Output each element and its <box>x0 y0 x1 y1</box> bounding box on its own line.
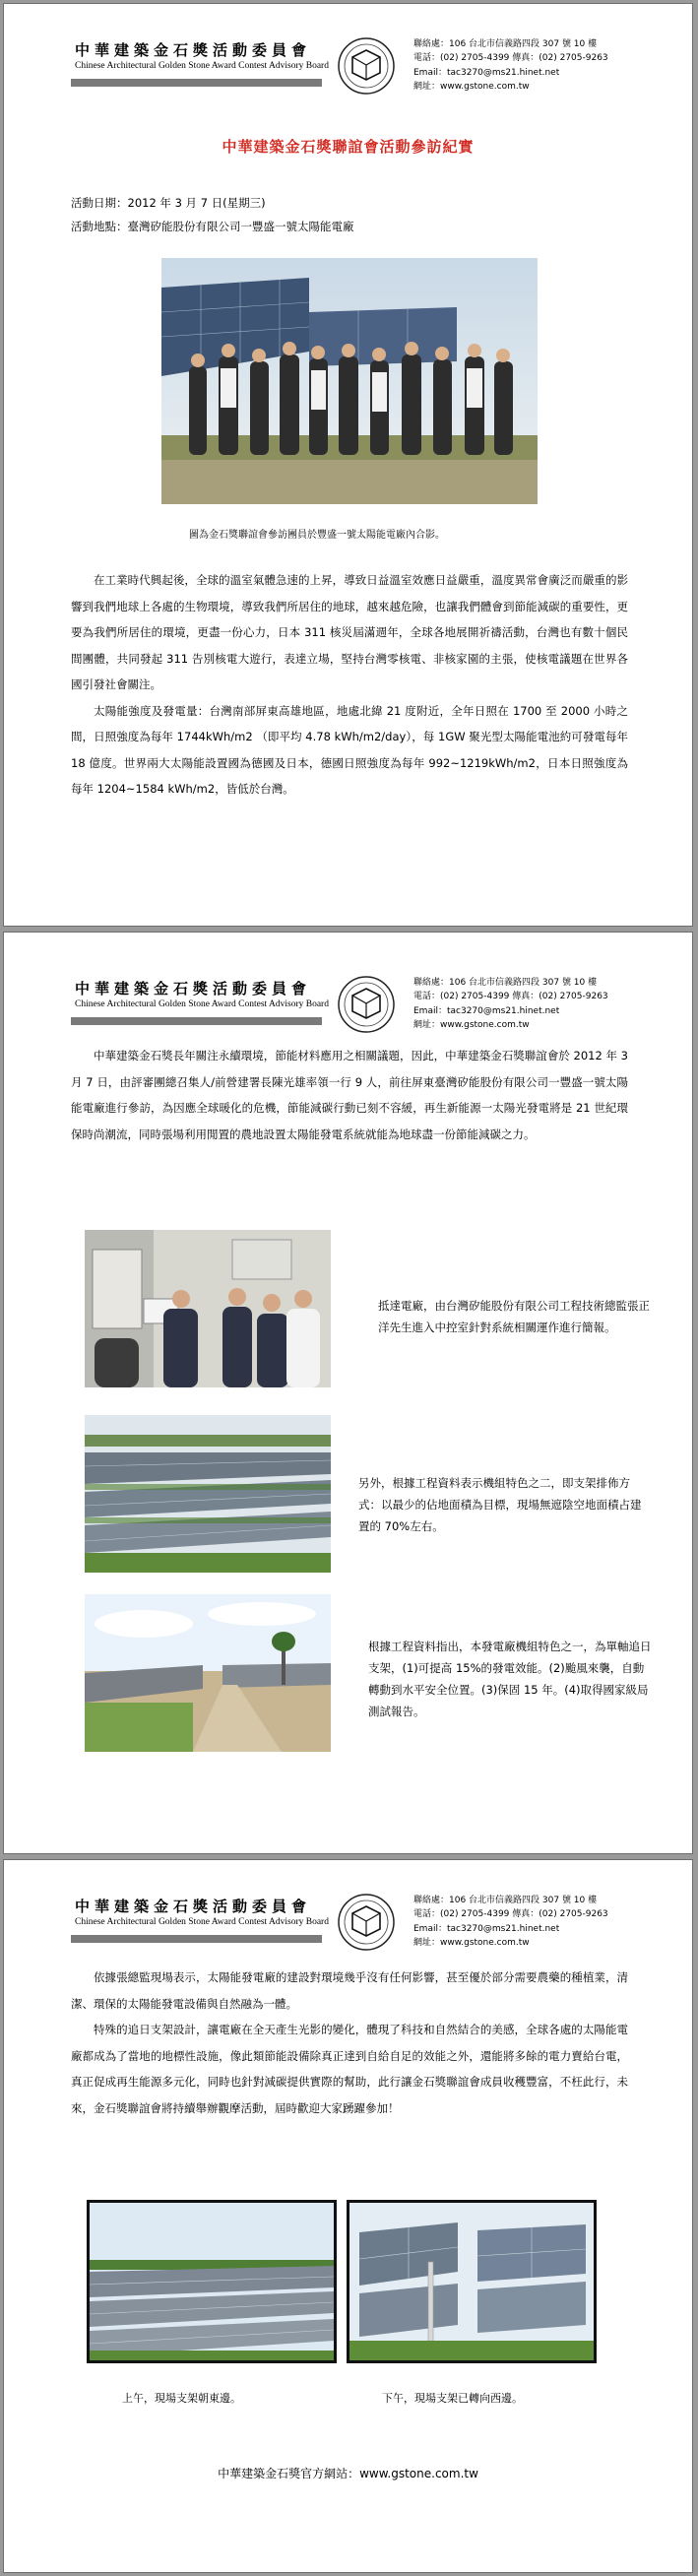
contact-phone: 電話：(02) 2705-4399 傳真：(02) 2705-9263 <box>413 53 608 64</box>
contact-block <box>413 1894 608 1950</box>
contact-website: 網址：www.gstone.com.tw <box>413 81 530 92</box>
paragraph-2: 特殊的追日支架設計，讓電廠在全天產生光影的變化，體現了科技和自然結合的美感，全球各處的太陽能電廠都成為了當地的地標性設施，像此類節能設備除真正達到自給自足的效能之外，還能將多餘的電力賣給台電，真正促成再生能源多元化，同時也針對減碳提供實際的幫助，此行讓金石獎聯誼會成員收穫豐富，不枉此行，未來，金石獎聯誼會將持續舉辦觀摩活動，屆時歡迎大家踴躍參加！ <box>71 2023 628 2115</box>
contact-block <box>413 37 608 94</box>
morning-trackers-photo <box>87 2200 337 2363</box>
body-text <box>71 1964 628 2121</box>
morning-caption: 上午，現場支架朝東邊。 <box>122 2392 241 2405</box>
event-date: 活動日期：2012 年 3 月 7 日(星期三) <box>71 196 266 210</box>
contact-block <box>413 976 608 1032</box>
org-name-zh: 中華建築金石獎活動委員會 <box>75 41 312 59</box>
contact-email: Email：tac3270@ms21.hinet.net <box>413 1923 560 1934</box>
afternoon-caption: 下午，現場支架已轉向西邊。 <box>382 2392 523 2405</box>
page-title: 中華建築金石獎聯誼會活動參訪紀實 <box>222 138 475 156</box>
solar-field-photo <box>85 1415 331 1573</box>
group-photo <box>161 258 538 504</box>
org-name-en: Chinese Architectural Golden Stone Award Contest Advisory Board <box>75 1917 329 1927</box>
paragraph-1: 中華建築金石獎長年關注永續環境，節能材料應用之相關議題，因此，中華建築金石獎聯誼會於 2012 年 3 月 7 日，由評審團總召集人/前營建署長陳光雄率領一行 9 人，前往屏東臺灣矽能股份有限公司一豐盛一號太陽能電廠進行參訪，為因應全球暖化的危機，節能減碳行動已刻不容緩，再生新能源一太陽光發電將是 21 世紀環保時尚潮流，同時張場利用閒置的農地設置太陽能發電系統就能為地球盡一份節能減碳之力。 <box>71 1049 628 1141</box>
item-2-text: 另外，根據工程資料表示機組特色之二，即支架排佈方式：以最少的佔地面積為目標，現場無遮陰空地面積占建置的 70%左右。 <box>358 1476 642 1533</box>
letterhead <box>69 976 640 1049</box>
item-3-text: 根據工程資料指出，本發電廠機組特色之一，為單軸追日支架，(1)可提高 15%的發電效能。(2)颱風來襲，自動轉動到水平安全位置。(3)保固 15 年。(4)取得國家級局測試報告。 <box>368 1640 652 1718</box>
contact-website: 網址：www.gstone.com.tw <box>413 1937 530 1948</box>
contact-email: Email：tac3270@ms21.hinet.net <box>413 67 560 78</box>
org-name-zh: 中華建築金石獎活動委員會 <box>75 980 312 998</box>
org-logo <box>337 975 396 1034</box>
control-room-photo <box>85 1230 331 1387</box>
body-text <box>71 567 628 803</box>
paragraph-2: 太陽能強度及發電量：台灣南部屏東高雄地區，地處北緯 21 度附近，全年日照在 1700 至 2000 小時之間，日照強度為每年 1744kWh/m2 （即平均 4.78 kWh/m2/day），每 1GW 聚光型太陽能電池約可發電每年 18 億度。世界兩大太陽能設置國為德國及日本，德國日照強度為每年 992~1219kWh/m2，日本日照強度為每年 1204~1584 kWh/m2，皆低於台灣。 <box>71 703 628 796</box>
contact-address: 聯絡處：106 台北市信義路四段 307 號 10 樓 <box>413 978 598 988</box>
contact-address: 聯絡處：106 台北市信義路四段 307 號 10 樓 <box>413 1896 598 1905</box>
document-page-3 <box>3 1859 693 2573</box>
group-photo-caption: 圖為金石獎聯誼會參訪團員於豐盛一號太陽能電廠內合影。 <box>189 530 445 541</box>
letterhead <box>69 1894 640 1966</box>
org-name-zh: 中華建築金石獎活動委員會 <box>75 1898 312 1915</box>
contact-phone: 電話：(02) 2705-4399 傳真：(02) 2705-9263 <box>413 992 608 1002</box>
document-page-2 <box>3 932 693 1854</box>
org-name-en: Chinese Architectural Golden Stone Award Contest Advisory Board <box>75 61 329 71</box>
paragraph-1: 在工業時代興起後，全球的溫室氣體急速的上昇，導致日益溫室效應日益嚴重，溫度異常會廣泛而嚴重的影響到我們地球上各處的生物環境，導致我們所居住的地球，越來越危險，也讓我們體會到節能減碳的重要性，更要為我們所居住的環境，更盡一份心力，日本 311 核災屆滿週年，全球各地展開祈禱活動，台灣也有數十個民間團體，共同發起 311 告別核電大遊行，表達立場，堅持台灣零核電、非核家園的主張，使核電議題在世界各國引發社會關注。 <box>71 573 628 691</box>
contact-email: Email：tac3270@ms21.hinet.net <box>413 1005 560 1016</box>
afternoon-trackers-photo <box>347 2200 597 2363</box>
header-bar <box>71 1017 322 1025</box>
org-logo <box>337 1893 396 1952</box>
header-bar <box>71 79 322 87</box>
body-text <box>71 1043 628 1147</box>
event-location: 活動地點：臺灣矽能股份有限公司一豐盛一號太陽能電廠 <box>71 220 354 233</box>
paragraph-1: 依據張總監現場表示，太陽能發電廠的建設對環境幾乎沒有任何影響，甚至優於部分需要農藥的種植業，清潔、環保的太陽能發電設備與自然融為一體。 <box>71 1970 628 2011</box>
contact-address: 聯絡處：106 台北市信義路四段 307 號 10 樓 <box>413 39 598 49</box>
item-1-text: 抵達電廠，由台灣矽能股份有限公司工程技術總監張正洋先生進入中控室針對系統相關運作進行簡報。 <box>378 1299 650 1334</box>
document-page-1 <box>3 3 693 927</box>
field-path-photo <box>85 1594 331 1752</box>
org-name-en: Chinese Architectural Golden Stone Award Contest Advisory Board <box>75 999 329 1009</box>
org-logo <box>337 36 396 96</box>
official-website-footer: 中華建築金石獎官方網站：www.gstone.com.tw <box>218 2467 478 2480</box>
header-bar <box>71 1935 322 1943</box>
contact-phone: 電話：(02) 2705-4399 傳真：(02) 2705-9263 <box>413 1909 608 1920</box>
letterhead <box>69 37 640 110</box>
contact-website: 網址：www.gstone.com.tw <box>413 1019 530 1030</box>
